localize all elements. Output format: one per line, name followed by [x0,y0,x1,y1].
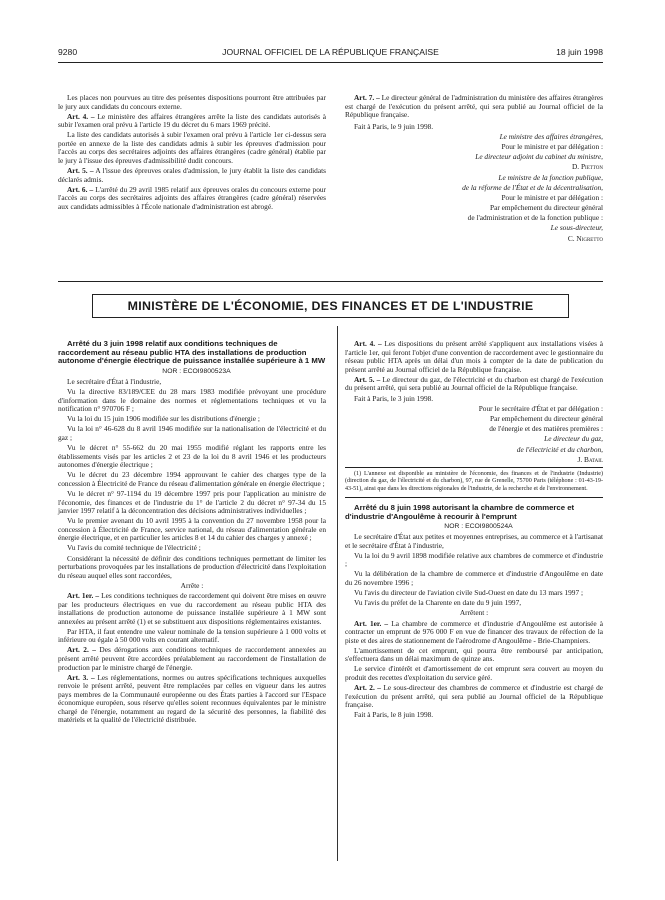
paragraph: Vu le décret n° 55-662 du 20 mai 1955 modifié réglant les rapports entre les établissements visés par les articles 2 et 23 de la loi du 8 avril 1946 et les producteurs autonomes d'énergie électrique ; [58,443,326,470]
paragraph: Vu la directive 83/189/CEE du 28 mars 1983 modifiée prévoyant une procédure d'information dans le domaine des normes et réglementations techniques et vu la notification n° 970706 F ; [58,386,326,414]
column-divider [337,326,338,861]
article-lead: Art. 4. – [67,111,95,121]
separator-rule [345,497,603,498]
nor-reference: NOR : ECOI9800524A [444,522,513,530]
signature-line: Le ministre des affaires étrangères, [499,131,603,141]
article-lead: Art. 7. – [354,93,380,102]
article-lead: Art. 5. – [354,374,381,384]
paragraph: Les places non pourvues au titre des présentes dispositions pourront être attribuées par le jury aux candidats du concours externe. [58,93,326,111]
footnote-rule [345,467,603,468]
page-number: 9280 [58,47,78,57]
signatory-name: C. Nigretto [567,233,603,243]
paragraph: Par HTA, il faut entendre une valeur nominale de la tension supérieure à 1 000 volts et inférieure ou égale à 50 000 volts en courant alternatif. [58,626,326,645]
article-lead: Art. 2. – [67,645,96,655]
signatory-name: D. Pietton [571,162,603,172]
article-lead: Art. 2. – [354,683,381,693]
nor-reference: NOR : ECOI9800523A [162,367,231,375]
article-4: Art. 4. – Le ministère des affaires étrangères arrête la liste des candidats autorisés à subir l'examen oral prévu à l'article 19 du décret du 6 mars 1969 précité. [58,111,326,130]
article-1: Art. 1er. – La chambre de commerce et d'industrie d'Angoulême est autorisée à contracter un emprunt de 976 000 F en vue de financer des travaux de réfection de la piste et des aires de stationnement de l'aérodrome d'Angoulême - Brie-Champniers. [345,618,603,645]
article-1: Art. 1er. – Les conditions techniques de raccordement qui doivent être mises en œuvre par les producteurs électriques en vue du raccordement au réseau public HTA des installations de production autonome de puissance installée supérieure à 1 MW sont annexées au présent arrêté (1) et se substituent aux dispositions réglementaires existantes. [58,590,326,626]
paragraph: Vu le premier avenant du 10 avril 1995 à la convention du 27 novembre 1958 pour la concession à Électricité de France, service national, du réseau d'alimentation générale en énergie électrique, et en particulier les articles 8 et 14 du cahier des charges y annexé ; [58,516,326,543]
signature-line: de la réforme de l'État et de la décentralisation, [462,182,603,192]
paragraph: Vu la loi du 9 avril 1898 modifiée relative aux chambres de commerce et d'industrie ; [345,550,603,569]
signature-line: Le sous-directeur, [550,223,603,233]
article-5: Art. 5. – A l'issue des épreuves orales d'admission, le jury établit la liste des candidats déclarés admis. [58,166,326,184]
article-lead: Art. 5. – [67,166,94,176]
paragraph: Vu le décret n° 97-1194 du 19 décembre 1997 pris pour l'application au ministre de l'économie, des finances et de l'industrie du 1° de l'article 2 du décret n° 97-34 du 15 janvier 1997 relatif à la déconcentration des décisions administratives individuelles ; [58,488,326,516]
article-5: Art. 5. – Le directeur du gaz, de l'électricité et du charbon est chargé de l'exécution du présent arrêté, qui sera publié au Journal officiel de la République française. [345,374,603,393]
signature-line: Par empêchement du directeur général [490,414,603,424]
signature-line: Le directeur adjoint du cabinet du ministre, [475,152,603,162]
paragraph: La liste des candidats autorisés à subir l'examen oral prévu à l'article 1er ci-dessus sera portée en annexe de la liste des candidats admis à subir les épreuves d'admission pour l'accès au corps des secrétaires adjoints des affaires étrangères (cadre général) établie par le jury à l'issue des épreuves d'admissibilité dudit concours. [58,130,326,166]
article-lead: Art. 3. – [67,672,95,682]
page-header [58,47,603,61]
signature-line: Pour le secrétaire d'État et par délégation : [478,404,603,414]
paragraph: Considérant la nécessité de définir des conditions techniques permettant de limiter les perturbations provoquées par les installations de production d'électricité dans l'exploitation du réseau auquel elles sont raccordées, [58,553,326,580]
decree-title: Arrêté du 8 juin 1998 autorisant la chambre de commerce et d'industrie d'Angoulême à recourir à l'emprunt [345,502,575,521]
paragraph: L'amortissement de cet emprunt, qui pourra être remboursé par anticipation, s'effectuera dans un délai maximum de quinze ans. [345,645,603,664]
article-lead: Art. 1er. – [67,590,100,600]
ministry-heading: MINISTÈRE DE L'ÉCONOMIE, DES FINANCES ET DE L'INDUSTRIE [92,294,569,318]
paragraph: Vu la délibération de la chambre de commerce et d'industrie d'Angoulême en date du 26 novembre 1996 ; [345,569,603,587]
journal-title: JOURNAL OFFICIEL DE LA RÉPUBLIQUE FRANÇAISE [222,47,439,57]
decree-title: Arrêté du 3 juin 1998 relatif aux conditions techniques de raccordement au réseau public HTA des installations de production autonome d'énergie électrique de puissance installée supérieure à 1 MW [58,339,326,366]
paragraph: Vu l'avis du directeur de l'aviation civile Sud-Ouest en date du 13 mars 1997 ; [354,588,583,598]
paragraph: Le secrétaire d'État à l'industrie, [67,376,162,386]
article-lead: Art. 1er. – [354,618,389,628]
done-at: Fait à Paris, le 9 juin 1998. [354,121,434,131]
article-3: Art. 3. – Les réglementations, normes ou autres spécifications techniques auxquelles renvoie le présent arrêté, peuvent être remplacées par celles en vigueur dans les autres pays membres de la Communauté européenne ou des États parties à l'accord sur l'Espace économique européen, sous réserve qu'elles soient reconnues équivalentes par le ministre chargé de l'énergie, notamment au regard de la sécurité des personnes, la fiabilité des matériels et la qualité de l'électricité distribuée. [58,672,326,725]
signature-line: Par empêchement du directeur général [490,203,603,213]
article-lead: Art. 4. – [354,339,382,348]
paragraph: Vu la loi du 15 juin 1906 modifiée sur les distributions d'énergie ; [67,414,260,424]
section-rule [58,281,603,282]
arrete-heading: Arrête : [180,580,204,590]
paragraph: Le secrétaire d'État aux petites et moyennes entreprises, au commerce et à l'artisanat et le secrétaire d'État à l'industrie, [345,532,603,550]
signature-line: Le ministre de la fonction publique, [498,172,603,182]
signature-line: de l'administration et de la fonction publique : [467,213,603,223]
paragraph: Vu l'avis du préfet de la Charente en date du 9 juin 1997, [354,598,522,608]
top-right-column [345,94,603,245]
footnote: (1) L'annexe est disponible au ministère de l'économie, des finances et de l'industrie (Industrie) (direction du gaz, de l'électricité et du charbon), 97, rue de Grenelle, 75700 Paris (téléphone : 01-43-19-43-51), ainsi que dans les directions régionales de l'industrie, de la recherche et de l'environnement. [345,471,603,492]
paragraph: Vu l'avis du comité technique de l'électricité ; [67,543,201,553]
paragraph: Le service d'intérêt et d'amortissement de cet emprunt sera couvert au moyen du produit des recettes d'exploitation du service géré. [345,664,603,682]
article-2: Art. 2. – Des dérogations aux conditions techniques de raccordement annexées au présent arrêté peuvent être accordées préalablement au raccordement de l'installation de production par le ministre chargé de l'énergie. [58,645,327,672]
left-column [58,340,326,727]
signature-line: de l'électricité et du charbon, [516,444,603,454]
article-lead: Art. 6. – [67,184,94,194]
signature-line: Pour le ministre et par délégation : [501,193,603,203]
done-at: Fait à Paris, le 8 juin 1998. [354,710,434,720]
right-column [345,340,603,721]
signature-line: Pour le ministre et par délégation : [501,141,603,151]
paragraph: Vu la loi n° 46-628 du 8 avril 1946 modifiée sur la nationalisation de l'électricité et du gaz ; [58,424,326,442]
signature-line: Le directeur du gaz, [544,434,603,444]
article-6: Art. 6. – L'arrêté du 29 avril 1985 relatif aux épreuves orales du concours externe pour l'accès au corps des secrétaires adjoints des affaires étrangères (cadre général) réservées aux candidats admissibles à l'École nationale d'administration est abrogé. [58,184,326,211]
paragraph: Vu le décret du 23 décembre 1994 approuvant le cahier des charges type de la concession à Électricité de France du réseau d'alimentation générale en énergie électrique ; [58,470,326,488]
signatory-name: J. Batail [577,454,603,464]
signature-line: de l'énergie et des matières premières : [489,424,603,434]
article-2: Art. 2. – Le sous-directeur des chambres de commerce et d'industrie est chargé de l'exécution du présent arrêté, qui sera publié au Journal officiel de la République française. [345,683,604,710]
header-rule [58,62,603,63]
article-7: Art. 7. – Le directeur général de l'administration du ministère des affaires étrangères est chargé de l'exécution du présent arrêté, qui sera publié au Journal officiel de la République française. [345,93,603,120]
done-at: Fait à Paris, le 3 juin 1998. [354,393,434,403]
top-left-column [58,94,326,213]
arretent-heading: Arrêtent : [459,608,489,618]
issue-date: 18 juin 1998 [556,47,603,57]
article-4: Art. 4. – Les dispositions du présent arrêté s'appliquent aux installations visées à l'article 1er, qui feront l'objet d'une convention de raccordement avec le gestionnaire du réseau public HTA après un délai d'un mois à compter de la date de publication du présent arrêté au Journal officiel de la République française. [345,339,603,374]
